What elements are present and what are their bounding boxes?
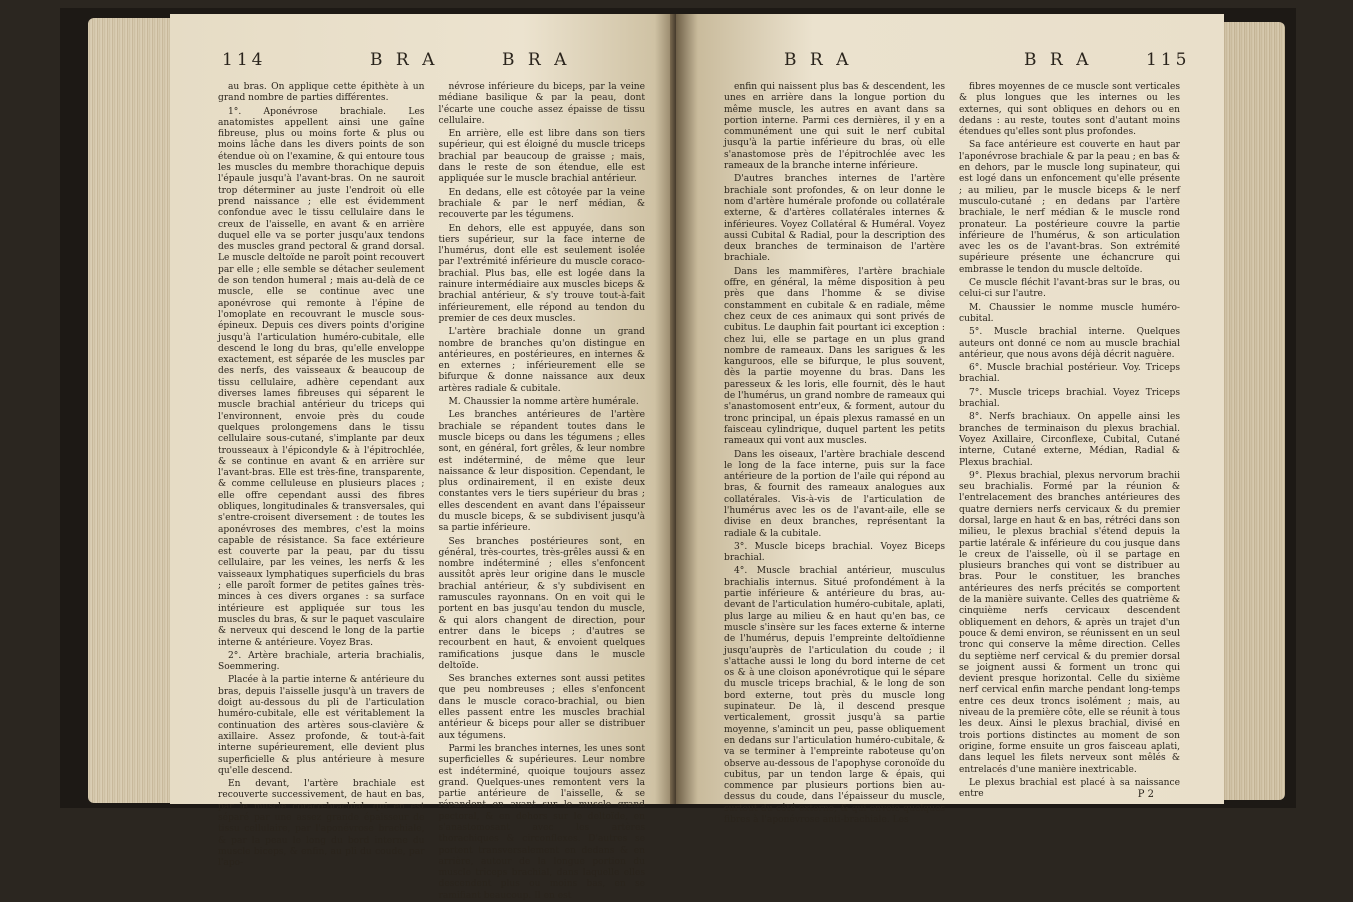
left-running-head [170, 50, 675, 80]
paragraph: Placée à la partie interne & antérieure du bras, depuis l'aisselle jusqu'à un travers de doigt au-dessous du pli de l'articulation huméro-cubitale, elle est véritablement la continuation des artères sous-clavière & axillaire. Assez profonde, & tout-à-fait interne supérieurement, elle devient plus superficielle & plus antérieure à mesure qu'elle descend. [218, 675, 425, 776]
left-column-1 [218, 82, 425, 869]
paragraph: 5°. Muscle brachial interne. Quelques auteurs ont donné ce nom au muscle brachial antérieur, que nous avons déjà décrit naguère. [959, 327, 1180, 360]
paragraph: Le plexus brachial est placé à sa naissance entre [959, 777, 1180, 800]
left-column-2 [438, 82, 646, 901]
signature-mark: P 2 [1137, 789, 1154, 800]
paragraph: Parmi les branches internes, les unes sont superficielles & supérieures. Leur nombre est indéterminé, quoique toujours assez grand. Quelques-unes remontent vers la partie antérieure de l'aisselle, & se répandent en avant sur le muscle grand pectoral, & en dehors sur le deltoïde, en s'anastomosant avec les artères thorachiques & circonflexes. D'autres se portent transversalement en dedans & en arrière, autour de la longue portion du muscle triceps brachial, dans laquelle elles descendent plus ou moins bas, en se ramifiant beaucoup. Il en est [438, 743, 645, 901]
paragraph: 4°. Muscle brachial antérieur, musculus brachialis internus. Situé profondément à la partie inférieure & antérieure du bras, au-devant de l'articulation huméro-cubitale, aplati, plus large au milieu & en haut qu'en bas, ce muscle s'insère sur les faces externe & interne de l'humérus, depuis l'empreinte deltoïdienne jusqu'auprès de l'articulation du coude ; il s'attache aussi le long du bord interne de cet os & à une cloison aponévrotique qui le sépare du muscle triceps brachial, & le long de son bord externe, tout près du muscle long supinateur. De là, il descend presque verticalement, grossit jusqu'à sa partie moyenne, s'amincit un peu, passe obliquement en dedans sur l'articulation huméro-cubitale, & va se terminer à l'empreinte raboteuse qu'on observe au-dessous de l'apophyse coronoïde du cubitus, par un tendon large & épais, qui commence par plusieurs portions bien au-dessus du coude, dans l'épaisseur du muscle, surtout du côté externe, & qui envoie quelques fibres à l'aponévrose anti-brachiale. Les [724, 566, 945, 825]
paragraph: En dehors, elle est appuyée, dans son tiers supérieur, sur la face interne de l'humérus, dont elle est seulement isolée par l'extrémité inférieure du muscle coraco-brachial. Plus bas, elle est logée dans la rainure intermédiaire aux muscles biceps & brachial antérieur, & s'y trouve tout-à-fait inférieurement, elle répond au tendon du premier de ces deux muscles. [438, 223, 645, 324]
paragraph: Les branches antérieures de l'artère brachiale se répandent toutes dans le muscle biceps ou dans les tégumens ; elles sont, en général, fort grêles, & leur nombre est indéterminé, de même que leur naissance & leur disposition. Cependant, le plus ordinairement, il en existe deux constantes vers le tiers supérieur du bras ; elles descendent en avant dans l'épaisseur du muscle biceps, & se subdivisent jusqu'à sa partie inférieure. [438, 410, 645, 534]
left-columns [218, 82, 645, 901]
paragraph: L'artère brachiale donne un grand nombre de branches qu'on distingue en antérieures, en postérieures, en internes & en externes ; inférieurement elle se bifurque & donne naissance aux deux artères radiale & cubitale. [438, 327, 645, 394]
right-page-number: 115 [1146, 50, 1191, 70]
paragraph: En arrière, elle est libre dans son tiers supérieur, qui est éloigné du muscle triceps brachial par beaucoup de graisse ; mais, dans le reste de son étendue, elle est appliquée sur le muscle brachial antérieur. [438, 129, 645, 185]
paragraph: M. Chaussier la nomme artère humérale. [448, 397, 639, 408]
paragraph: 2°. Artère brachiale, arteria brachialis, Soemmering. [218, 650, 425, 673]
paragraph: 6°. Muscle brachial postérieur. Voy. Triceps brachial. [959, 363, 1180, 385]
paragraph: En devant, l'artère brachiale est recouverte successivement, de haut en bas, par le muscle coraco-brachial, qui en est séparé par une assez grande épaisseur de tissu cellulaire, par l'aponévrose brachiale, & par la peau le long du bord interne du muscle biceps, & enfin, au pli du coude, par l'apo- [218, 779, 425, 869]
right-head-title: B R A [784, 50, 853, 70]
right-page [676, 14, 1224, 825]
paragraph: enfin qui naissent plus bas & descendent, les unes en arrière dans la longue portion du même muscle, les autres en avant dans sa portion interne. Parmi ces dernières, il y en a communément une qui suit le nerf cubital jusqu'à la partie inférieure du bras, où elle s'anastomose près de l'épitrochlée avec les rameaux de la branche interne inférieure. [724, 82, 945, 172]
paragraph: 7°. Muscle triceps brachial. Voyez Triceps brachial. [959, 387, 1180, 410]
paragraph: névrose inférieure du biceps, par la veine médiane basilique & par la peau, dont l'écarte une couche assez épaisse de tissu cellulaire. [438, 82, 645, 126]
left-head-title-2: B R A [502, 50, 571, 70]
paragraph: Ce muscle fléchit l'avant-bras sur le bras, ou celui-ci sur l'autre. [959, 278, 1180, 300]
paragraph: 8°. Nerfs brachiaux. On appelle ainsi les branches de terminaison du plexus brachial. Voyez Axillaire, Circonflexe, Cubital, Cutané interne, Cutané externe, Médian, Radial & Plexus brachial. [959, 412, 1180, 468]
left-page-number: 114 [222, 50, 267, 70]
right-column-1 [724, 82, 945, 825]
paragraph: Sa face antérieure est couverte en haut par l'aponévrose brachiale & par la peau ; en bas & en dehors, par le muscle long supinateur, qui est logé dans un enfoncement qu'elle présente ; au milieu, par le muscle biceps & le nerf musculo-cutané ; en dedans par l'artère brachiale, le nerf médian & le muscle rond pronateur. La postérieure couvre la partie inférieure de l'humérus, & son articulation avec les os de l'avant-bras. Son extrémité supérieure présente une échancrure qui embrasse le tendon du muscle deltoïde. [959, 140, 1180, 275]
paragraph: fibres moyennes de ce muscle sont verticales & plus longues que les internes ou les externes, qui sont obliques en dehors ou en dedans : au reste, toutes sont d'autant moins étendues qu'elles sont plus profondes. [959, 82, 1180, 138]
paragraph: Ses branches postérieures sont, en général, très-courtes, très-grêles aussi & en nombre indéterminé ; elles s'enfoncent aussitôt après leur origine dans le muscle brachial antérieur, & s'y subdivisent en ramuscules rayonnans. On en voit qui le portent en bas jusqu'au tendon du muscle, & qui alors changent de direction, pour entrer dans le biceps ; d'autres se recourbent en haut, & envoient quelques ramifications jusque dans le muscle deltoïde. [438, 536, 645, 671]
left-page [170, 14, 675, 901]
paragraph: M. Chaussier le nomme muscle huméro-cubital. [959, 302, 1180, 324]
paragraph: 1°. Aponévrose brachiale. Les anatomistes appellent ainsi une gaîne fibreuse, plus ou moins forte & plus ou moins lâche dans les divers points de son étendue où on l'examine, & qui entoure tous les muscles du membre thorachique depuis l'épaule jusqu'à l'avant-bras. On ne sauroit trop déterminer au juste l'endroit où elle prend naissance ; elle est évidemment confondue avec le tissu cellulaire dans le creux de l'aisselle, en avant & en arrière duquel elle va se porter jusqu'aux tendons des muscles grand pectoral & grand dorsal. Le muscle deltoïde ne paroît point recouvert par elle ; elle semble se détacher seulement de son tendon humeral ; mais au-delà de ce muscle, elle se continue avec une aponévrose qui remonte à l'épine de l'omoplate en recouvrant le muscle sous-épineux. Depuis ces divers points d'origine jusqu'à l'articulation huméro-cubitale, elle descend le long du bras, qu'elle enveloppe exactement, est séparée de les muscles par des nerfs, des vaisseaux & beaucoup de tissu cellulaire, adhère cependant aux diverses lames fibreuses qui séparent le muscle brachial antérieur du triceps qui l'environnent, envoie près du coude quelques prolongemens dans le tissu cellulaire sous-cutané, s'implante par deux trousseaux à l'épicondyle & à l'épitrochlée, & se continue en avant & en arrière sur l'avant-bras. Elle est très-fine, transparente, & comme celluleuse en plusieurs places ; elle offre cependant aussi des fibres obliques, longitudinales & transversales, qui s'entre-croisent diversement : de toutes les aponévroses des membres, c'est la moins capable de résistance. Sa face extérieure est couverte par la peau, par du tissu cellulaire, par les veines, les nerfs & les vaisseaux lymphatiques superficiels du bras ; elle paroît former de petites gaînes très-minces à ces divers organes : sa surface intérieure est appliquée sur tous les muscles du bras, & sur le paquet vasculaire & nerveux qui descend le long de la partie interne & antérieure. Voyez Bras. [218, 106, 425, 648]
paragraph: D'autres branches internes de l'artère brachiale sont profondes, & on leur donne le nom d'artère humérale profonde ou collatérale externe, & d'artères collatérales internes & inférieures. Voyez Collatéral & Huméral. Voyez aussi Cubital & Radial, pour la description des deux branches de terminaison de l'artère brachiale. [724, 174, 945, 264]
paragraph: 9°. Plexus brachial, plexus nervorum brachii seu brachialis. Formé par la réunion & l'entrelacement des branches antérieures des quatre derniers nerfs cervicaux & du premier dorsal, large en haut & en bas, rétréci dans son milieu, le plexus brachial s'étend depuis la partie latérale & inférieure du cou jusque dans le creux de l'aisselle, où il se partage en plusieurs branches qui vont se distribuer au bras. Pour le constituer, les branches antérieures des nerfs précités se comportent de la manière suivante. Celles des quatrième & cinquième nerfs cervicaux descendent obliquement en dehors, & après un trajet d'un pouce & demi environ, se réunissent en un seul tronc qui conserve la même direction. Celles du septième nerf cervical & du premier dorsal se joignent aussi & forment un tronc qui devient presque horizontal. Celle du sixième nerf cervical enfin marche pendant long-temps entre ces deux troncs isolément ; mais, au niveau de la première côte, elle se réunit à tous les deux. Ainsi le plexus brachial, divisé en trois portions distinctes au moment de son origine, forme ensuite un gros faisceau aplati, dans lequel les filets nerveux sont mêlés & entrelacés d'une manière inextricable. [959, 470, 1180, 775]
right-running-head [676, 50, 1224, 80]
paragraph: Dans les oiseaux, l'artère brachiale descend le long de la face interne, puis sur la face antérieure de la portion de l'aile qui répond au bras, & fournit des rameaux analogues aux collatérales. Vis-à-vis de l'articulation de l'humérus avec les os de l'avant-aile, elle se divise en deux branches, représentant la radiale & la cubitale. [724, 449, 945, 539]
right-head-title-2: B R A [1024, 50, 1093, 70]
paragraph: Ses branches externes sont aussi petites que peu nombreuses ; elles s'enfoncent dans le muscle coraco-brachial, ou bien elles passent entre les muscles brachial antérieur & biceps pour aller se distribuer aux tégumens. [438, 674, 645, 741]
paragraph: En dedans, elle est côtoyée par la veine brachiale & par le nerf médian, & recouverte par les tégumens. [438, 187, 645, 221]
paragraph: Dans les mammifères, l'artère brachiale offre, en général, la même disposition à peu près que dans l'homme & se divise constamment en cubitale & en radiale, même chez ceux de ces animaux qui sont privés de cubitus. Le dauphin fait pourtant ici exception : chez lui, elle se partage en un plus grand nombre de rameaux. Dans les sarigues & les kanguroos, elle se bifurque, le plus souvent, dès la partie moyenne du bras. Dans les paresseux & les loris, elle fournit, dès le haut de l'humérus, un grand nombre de rameaux qui s'anastomosent entr'eux, & forment, autour du tronc principal, un épais plexus ramassé en un faisceau cylindrique, duquel partent les petits rameaux qui vont aux muscles. [724, 266, 945, 447]
paragraph: au bras. On applique cette épithète à un grand nombre de parties différentes. [218, 82, 425, 104]
paragraph: 3°. Muscle biceps brachial. Voyez Biceps brachial. [724, 541, 945, 564]
left-head-title: B R A [370, 50, 439, 70]
